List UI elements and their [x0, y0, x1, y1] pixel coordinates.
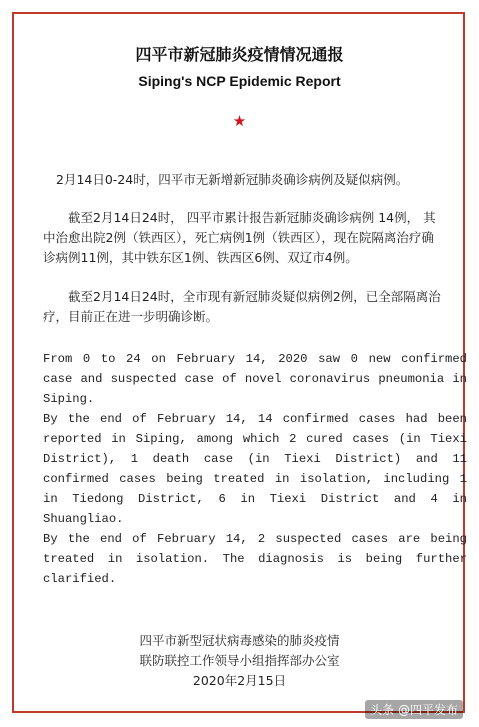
issuer-line-2: 联防联控工作领导小组指挥部办公室	[139, 653, 340, 668]
paragraph-en-3: By the end of February 14, 2 suspected cases are being treated in isolation. The diagnosis is being further clarified.	[43, 532, 467, 586]
star-icon: ★	[232, 112, 247, 130]
report-title-en: Siping's NCP Epidemic Report	[138, 73, 341, 89]
report-title-cn: 四平市新冠肺炎疫情情况通报	[135, 45, 344, 64]
paragraph-en-1: From 0 to 24 on February 14, 2020 saw 0 new confirmed case and suspected case of novel coronavirus pneumonia in Siping.	[43, 352, 467, 406]
paragraph-cn-2: 截至2月14日24时， 四平市累计报告新冠肺炎确诊病例 14例， 其中治愈出院2例（铁西区），死亡病例1例（铁西区），现在院隔离治疗确诊病例11例，其中铁东区1例、铁西区6例、双辽市4例。	[43, 210, 436, 265]
paragraph-cn-1: 2月14日0-24时，四平市无新增新冠肺炎确诊病例及疑似病例。	[56, 172, 409, 187]
issuer-line-1: 四平市新型冠状病毒感染的肺炎疫情	[139, 633, 340, 648]
issuer-footer	[0, 631, 479, 691]
paragraph-en-2: By the end of February 14, 14 confirmed cases had been reported in Siping, among which 2 cured cases (in Tiexi District), 1 death case (in Tiexi District) and 11 confirmed cases being treated in isolation, including 1 in Tiedong District, 6 in Tiexi District and 4 in Shuangliao.	[43, 412, 467, 526]
source-watermark: 头条 @四平发布	[365, 700, 463, 719]
paragraph-cn-3: 截至2月14日24时，全市现有新冠肺炎疑似病例2例，已全部隔离治疗，目前正在进一步明确诊断。	[43, 289, 441, 324]
english-section	[43, 349, 467, 589]
issue-date: 2020年2月15日	[192, 673, 287, 688]
